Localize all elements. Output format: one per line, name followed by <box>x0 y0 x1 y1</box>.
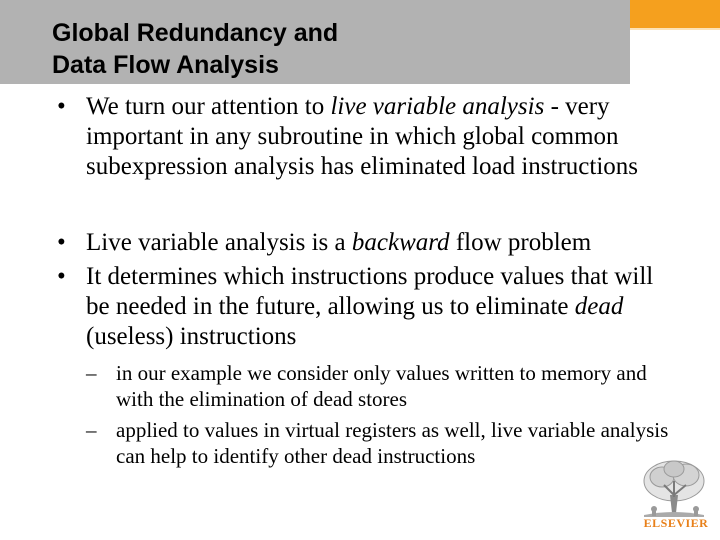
bullet-marker: • <box>57 93 66 120</box>
bullet-text-run: flow problem <box>449 229 592 256</box>
bullet-text-emphasis: dead <box>574 293 624 320</box>
elsevier-wordmark: ELSEVIER <box>643 516 709 530</box>
bullet-text-run: (useless) instructions <box>86 323 297 350</box>
bullet-text-emphasis: backward <box>351 229 450 256</box>
slide-title: Global Redundancy and Data Flow Analysis <box>52 19 339 79</box>
bullet-marker: • <box>57 229 66 256</box>
accent-bar <box>630 0 720 28</box>
bullet-text-run: It determines which instructions produce values that will be needed in the future, allowing us to eliminate <box>86 263 654 320</box>
bullet-text-run: Live variable analysis is a <box>86 229 352 256</box>
bullet-text-run: - very important in any subroutine in which global common subexpression analysis has eliminated load instructions <box>86 93 638 180</box>
sub-bullet-text: in our example we consider only values written to memory and with the elimination of dead stores <box>116 361 647 411</box>
bullet-text <box>86 262 666 352</box>
bullet-text <box>86 228 666 258</box>
bullet-text-run: We turn our attention to <box>86 93 331 120</box>
bullet-marker: • <box>57 263 66 290</box>
sub-bullet-text: applied to values in virtual registers as well, live variable analysis can help to identify other dead instructions <box>116 418 669 468</box>
bullet-text <box>86 92 666 182</box>
bullet-text-emphasis: live variable analysis <box>330 93 545 120</box>
sub-bullet-marker: – <box>86 418 97 442</box>
sub-bullet-marker: – <box>86 361 97 385</box>
accent-stripe <box>630 28 720 30</box>
title-bar <box>0 0 630 84</box>
